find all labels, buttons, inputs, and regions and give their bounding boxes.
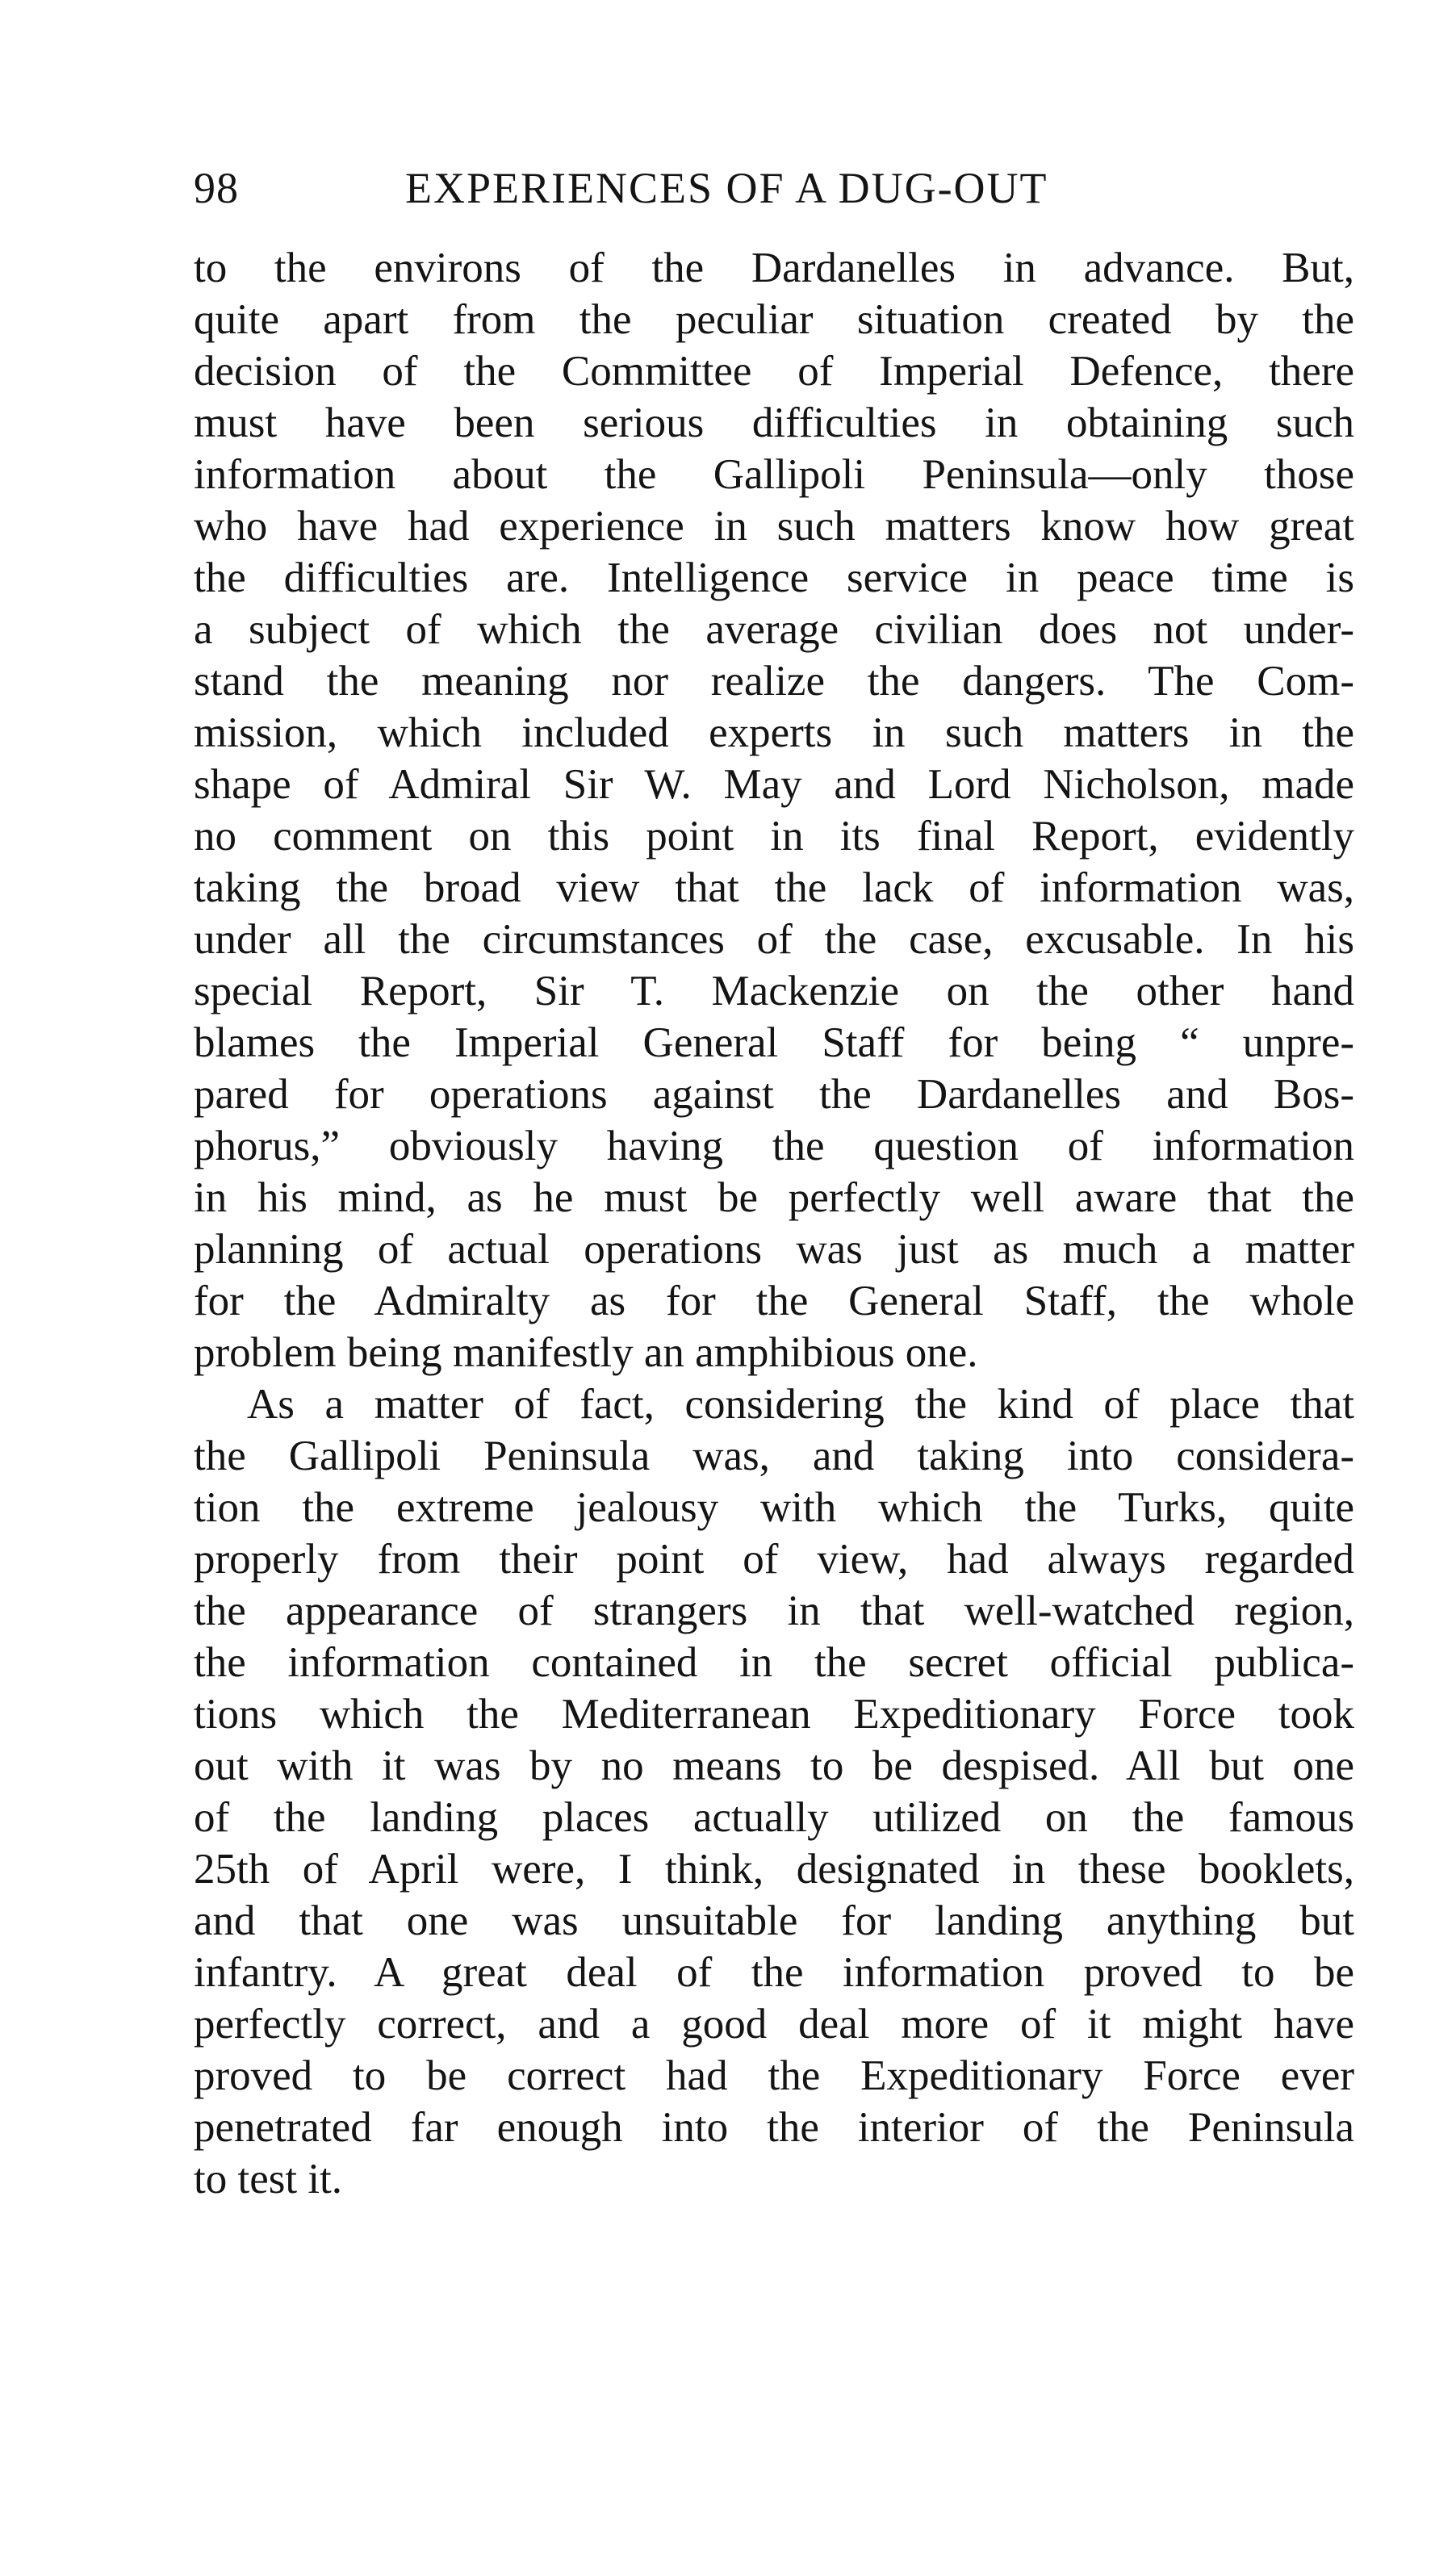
body-text — [194, 242, 1354, 2205]
text-line: stand the meaning nor realize the dangers. The Com- — [194, 658, 1354, 705]
text-line: information about the Gallipoli Peninsula—only those — [194, 451, 1354, 498]
text-line: tions which the Mediterranean Expeditionary Force took — [194, 1691, 1354, 1738]
text-line: special Report, Sir T. Mackenzie on the other hand — [194, 968, 1354, 1014]
text-line: and that one was unsuitable for landing anything but — [194, 1897, 1354, 1944]
text-line: in his mind, as he must be perfectly well aware that the — [194, 1174, 1354, 1221]
page-number: 98 — [194, 164, 239, 212]
text-line: under all the circumstances of the case, excusable. In his — [194, 916, 1354, 963]
text-line: perfectly correct, and a good deal more of it might have — [194, 2001, 1354, 2048]
text-line: shape of Admiral Sir W. May and Lord Nicholson, made — [194, 761, 1354, 808]
text-line: penetrated far enough into the interior of the Peninsula — [194, 2104, 1354, 2151]
text-line: to the environs of the Dardanelles in advance. But, — [194, 245, 1354, 291]
text-line: the information contained in the secret official publica- — [194, 1639, 1354, 1686]
paragraph-1 — [194, 242, 1354, 1378]
text-line: problem being manifestly an amphibious one. — [194, 1329, 978, 1376]
text-line: to test it. — [194, 2156, 343, 2203]
text-line: taking the broad view that the lack of information was, — [194, 864, 1354, 911]
text-line: As a matter of fact, considering the kind of place that — [247, 1381, 1354, 1428]
text-line: out with it was by no means to be despised. All but one — [194, 1742, 1354, 1789]
text-line: infantry. A great deal of the information proved to be — [194, 1949, 1354, 1996]
text-line: 25th of April were, I think, designated in these booklets, — [194, 1846, 1354, 1893]
text-line: phorus,” obviously having the question of information — [194, 1123, 1354, 1169]
text-line: the appearance of strangers in that well-watched region, — [194, 1588, 1354, 1634]
text-line: a subject of which the average civilian does not under- — [194, 606, 1354, 653]
text-line: must have been serious difficulties in obtaining such — [194, 400, 1354, 446]
text-line: the difficulties are. Intelligence service in peace time is — [194, 554, 1354, 601]
text-line: pared for operations against the Dardanelles and Bos- — [194, 1071, 1354, 1118]
text-line: tion the extreme jealousy with which the Turks, quite — [194, 1484, 1354, 1531]
text-line: decision of the Committee of Imperial Defence, there — [194, 348, 1354, 395]
text-line: of the landing places actually utilized on the famous — [194, 1794, 1354, 1841]
text-line: mission, which included experts in such matters in the — [194, 709, 1354, 756]
text-line: proved to be correct had the Expeditionary Force ever — [194, 2052, 1354, 2099]
text-line: blames the Imperial General Staff for being “ unpre- — [194, 1019, 1354, 1066]
text-line: who have had experience in such matters know how great — [194, 503, 1354, 550]
paragraph-2 — [194, 1378, 1354, 2205]
running-title: EXPERIENCES OF A DUG-OUT — [405, 164, 1048, 212]
text-line: the Gallipoli Peninsula was, and taking into considera- — [194, 1433, 1354, 1479]
text-line: no comment on this point in its final Report, evidently — [194, 813, 1354, 860]
running-head — [194, 160, 1354, 216]
text-line: planning of actual operations was just as much a matter — [194, 1226, 1354, 1273]
text-line: for the Admiralty as for the General Staff, the whole — [194, 1278, 1354, 1324]
text-line: quite apart from the peculiar situation created by the — [194, 296, 1354, 343]
text-line: properly from their point of view, had always regarded — [194, 1536, 1354, 1583]
